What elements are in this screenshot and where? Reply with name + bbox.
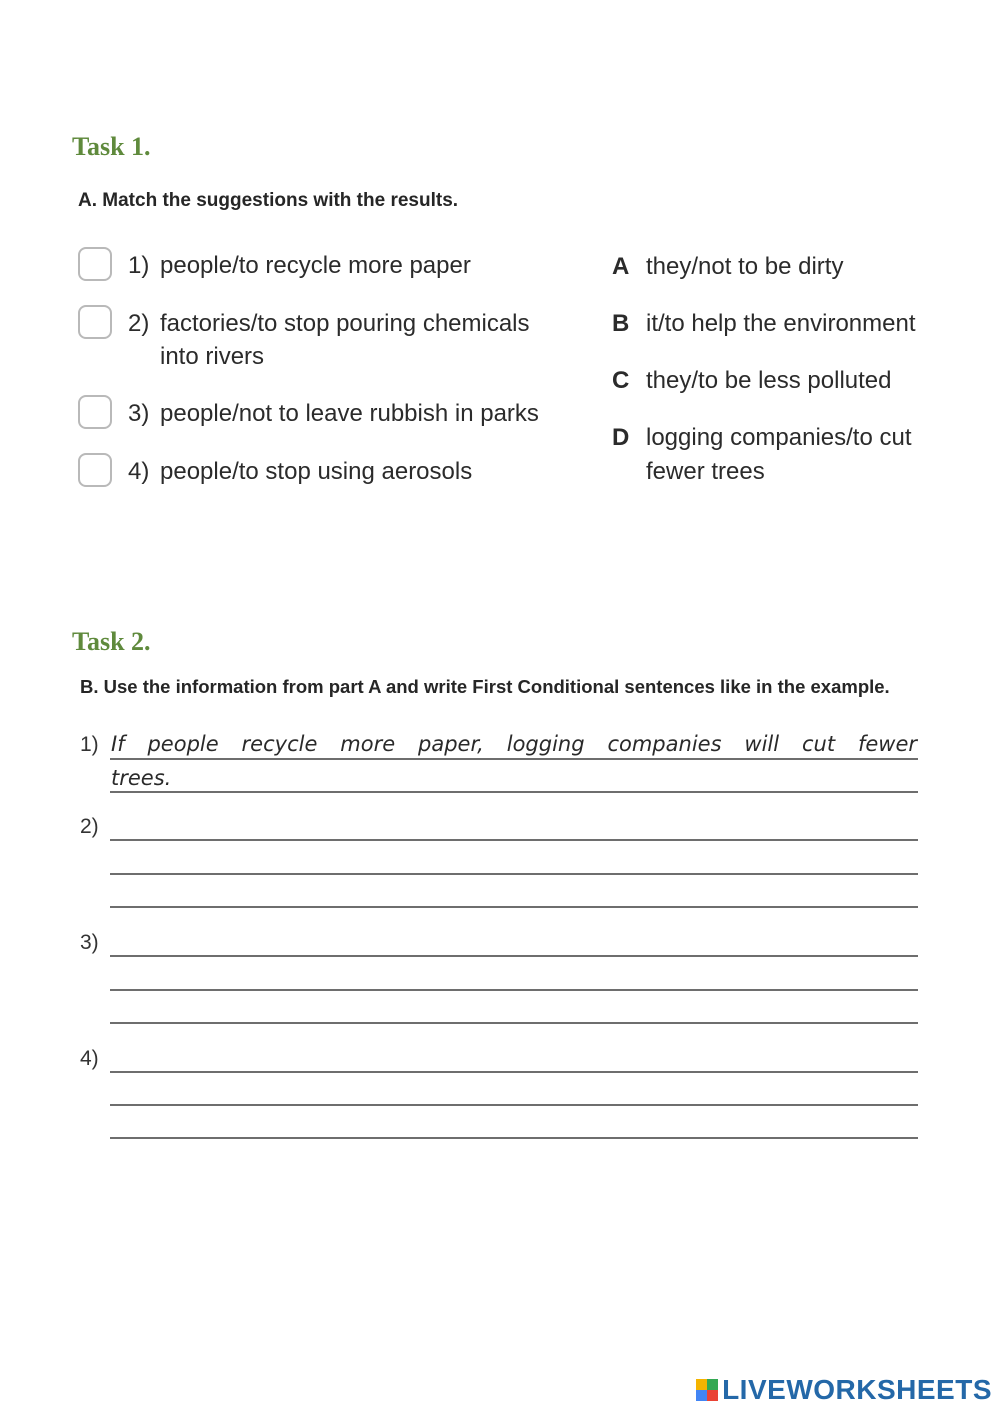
example-sentence-line-2: trees. xyxy=(111,766,172,790)
suggestion-number: 3) xyxy=(128,400,150,427)
suggestion-item-4 xyxy=(78,455,580,488)
suggestion-number: 2) xyxy=(128,310,150,337)
answer-line-2a[interactable] xyxy=(110,839,918,841)
suggestion-number: 1) xyxy=(128,252,150,279)
answer-line-3c[interactable] xyxy=(110,1022,918,1024)
suggestion-text: factories/to stop pouring chemicals into rivers xyxy=(160,310,530,370)
suggestion-item-3 xyxy=(78,397,580,430)
answer-box-2[interactable] xyxy=(78,305,112,339)
result-item-b xyxy=(612,307,946,341)
result-item-c xyxy=(612,364,946,398)
example-sentence-line-1: If people recycle more paper, logging companies will cut fewer xyxy=(111,732,917,756)
answer-box-1[interactable] xyxy=(78,247,112,281)
result-letter: A xyxy=(612,253,630,280)
result-text: it/to help the environment xyxy=(646,310,916,337)
brand-name: LIVEWORKSHEETS xyxy=(722,1374,992,1405)
result-item-a xyxy=(612,250,946,284)
answer-line-2b[interactable] xyxy=(110,873,918,875)
result-letter: B xyxy=(612,310,630,337)
answer-line-4b[interactable] xyxy=(110,1104,918,1106)
result-letter: D xyxy=(612,424,630,451)
result-item-d xyxy=(612,421,936,489)
liveworksheets-logo xyxy=(696,1374,992,1406)
answer-line-4c[interactable] xyxy=(110,1137,918,1139)
sentence-number-4: 4) xyxy=(80,1047,99,1070)
suggestion-text: people/not to leave rubbish in parks xyxy=(160,400,539,427)
sentence-number-3: 3) xyxy=(80,931,99,954)
writing-line xyxy=(110,758,918,760)
liveworksheets-logo-icon xyxy=(696,1379,718,1401)
result-text: logging companies/to cut fewer trees xyxy=(646,424,912,485)
answer-line-3b[interactable] xyxy=(110,989,918,991)
result-text: they/to be less polluted xyxy=(646,367,892,394)
sentence-number-1: 1) xyxy=(80,733,99,756)
task1-title: Task 1. xyxy=(72,132,151,161)
answer-line-3a[interactable] xyxy=(110,955,918,957)
task2-title: Task 2. xyxy=(72,627,151,656)
writing-line xyxy=(110,791,918,793)
suggestion-text: people/to recycle more paper xyxy=(160,252,471,279)
result-letter: C xyxy=(612,367,630,394)
suggestion-item-2 xyxy=(78,307,570,373)
result-text: they/not to be dirty xyxy=(646,253,844,280)
answer-box-3[interactable] xyxy=(78,395,112,429)
sentence-number-2: 2) xyxy=(80,815,99,838)
answer-line-4a[interactable] xyxy=(110,1071,918,1073)
answer-box-4[interactable] xyxy=(78,453,112,487)
task1-instruction: A. Match the suggestions with the results. xyxy=(78,190,459,211)
suggestion-number: 4) xyxy=(128,458,150,485)
task2-instruction: B. Use the information from part A and write First Conditional sentences like in the example. xyxy=(80,676,890,697)
answer-line-2c[interactable] xyxy=(110,906,918,908)
suggestion-item-1 xyxy=(78,249,580,282)
suggestion-text: people/to stop using aerosols xyxy=(160,458,473,485)
